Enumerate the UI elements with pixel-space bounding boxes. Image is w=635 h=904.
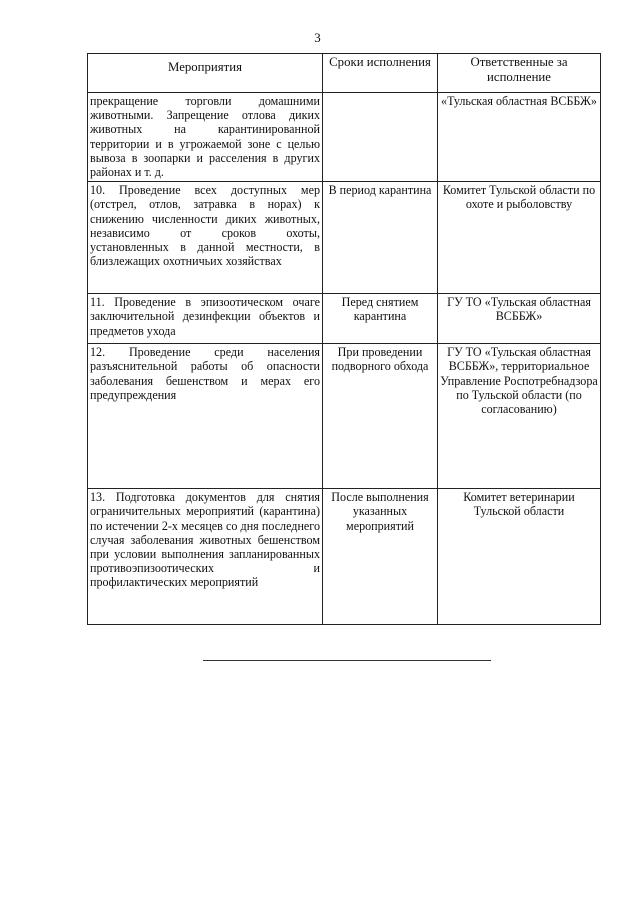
table-row bbox=[88, 344, 601, 489]
deadline-cell: Перед снятием карантина bbox=[323, 294, 438, 344]
measure-cell: 13. Подготовка документов для снятия ограничительных мероприятий (карантина) по истечении 2-х месяцев со дня последнего случая заболевания животных бешенством при условии выполнения запланированных противоэпизоотических и профилактических мероприятий bbox=[88, 489, 323, 625]
header-measures: Мероприятия bbox=[88, 54, 323, 93]
responsible-cell: ГУ ТО «Тульская областная ВСББЖ» bbox=[438, 294, 601, 344]
table-row bbox=[88, 182, 601, 294]
measures-table bbox=[87, 53, 601, 625]
measure-cell: 12. Проведение среди населения разъяснительной работы об опасности заболевания бешенством и мерах его предупреждения bbox=[88, 344, 323, 489]
responsible-cell: Комитет Тульской области по охоте и рыболовству bbox=[438, 182, 601, 294]
responsible-cell: «Тульская областная ВСББЖ» bbox=[438, 93, 601, 182]
responsible-cell: ГУ ТО «Тульская областная ВСББЖ», территориальное Управление Роспотребнадзора по Тульской области (по согласованию) bbox=[438, 344, 601, 489]
table-header-row bbox=[88, 54, 601, 93]
measure-cell: прекращение торговли домашними животными. Запрещение отлова диких животных на карантинированной территории и в угрожаемой зоне с целью вывоза в зоопарки и расселения в других районах и т. д. bbox=[88, 93, 323, 182]
table-row bbox=[88, 489, 601, 625]
table-row bbox=[88, 93, 601, 182]
page-number: 3 bbox=[314, 30, 321, 45]
deadline-cell: После выполнения указанных мероприятий bbox=[323, 489, 438, 625]
deadline-cell: В период карантина bbox=[323, 182, 438, 294]
header-deadlines: Сроки исполнения bbox=[323, 54, 438, 93]
deadline-cell bbox=[323, 93, 438, 182]
header-responsible: Ответственные за исполнение bbox=[438, 54, 601, 93]
deadline-cell: При проведении подворного обхода bbox=[323, 344, 438, 489]
table-row bbox=[88, 294, 601, 344]
measure-cell: 10. Проведение всех доступных мер (отстрел, отлов, затравка в норах) к снижению численности диких животных, независимо от сроков охоты, установленных в данной местности, в близлежащих охотничьих хозяйствах bbox=[88, 182, 323, 294]
separator-line bbox=[203, 660, 491, 661]
measure-cell: 11. Проведение в эпизоотическом очаге заключительной дезинфекции объектов и предметов ухода bbox=[88, 294, 323, 344]
responsible-cell: Комитет ветеринарии Тульской области bbox=[438, 489, 601, 625]
